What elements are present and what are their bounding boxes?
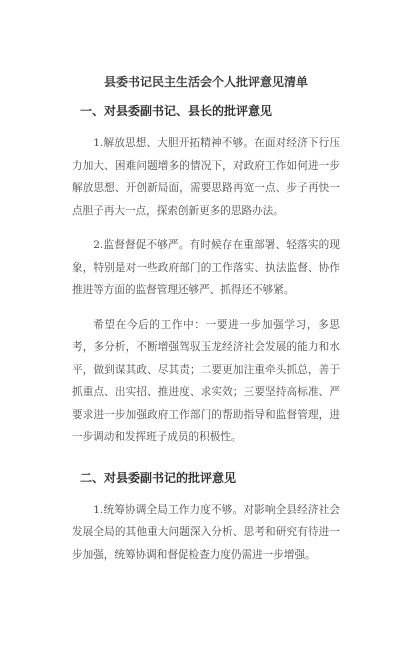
section-1-paragraph-2: 2.监督督促不够严。有时候存在重部署、轻落实的现象，特别是对一些政府部门的工作落实、执法监督、协作推进等方面的监督管理还够严、抓得还不够紧。 xyxy=(72,239,340,296)
section-1-paragraph-3: 希望在今后的工作中：一要进一步加强学习，多思考，多分析，不断增强驾驭玉龙经济社会发展的能力和水平，做到谋其政、尽其责；二要更加注重牵头抓总，善于抓重点、出实招、推进度、求实效；三要坚持高标准、严要求进一步加强政府工作部门的帮助指导和监督管理，进一步调动和发挥班子成员的积极性。 xyxy=(72,318,340,443)
document-title: 县委书记民主生活会个人批评意见清单 xyxy=(103,75,308,89)
document-page xyxy=(0,75,410,655)
section-heading-1: 一、对县委副书记、县长的批评意见 xyxy=(80,104,273,118)
section-1-paragraph-1: 1.解放思想、大胆开拓精神不够。在面对经济下行压力加大、困难问题增多的情况下，对政府工作如何进一步解放思想、开创新局面，需要思路再宽一点、步子再快一点胆子再大一点，探索创新更多的思路办法。 xyxy=(72,137,340,217)
section-heading-2: 二、对县委副书记的批评意见 xyxy=(80,470,237,485)
section-2-paragraph-1: 1.统筹协调全局工作力度不够。对影响全县经济社会发展全局的其他重大问题深入分析、思考和研究有待进一步加强，统筹协调和督促检查力度仍需进一步增强。 xyxy=(72,503,340,561)
